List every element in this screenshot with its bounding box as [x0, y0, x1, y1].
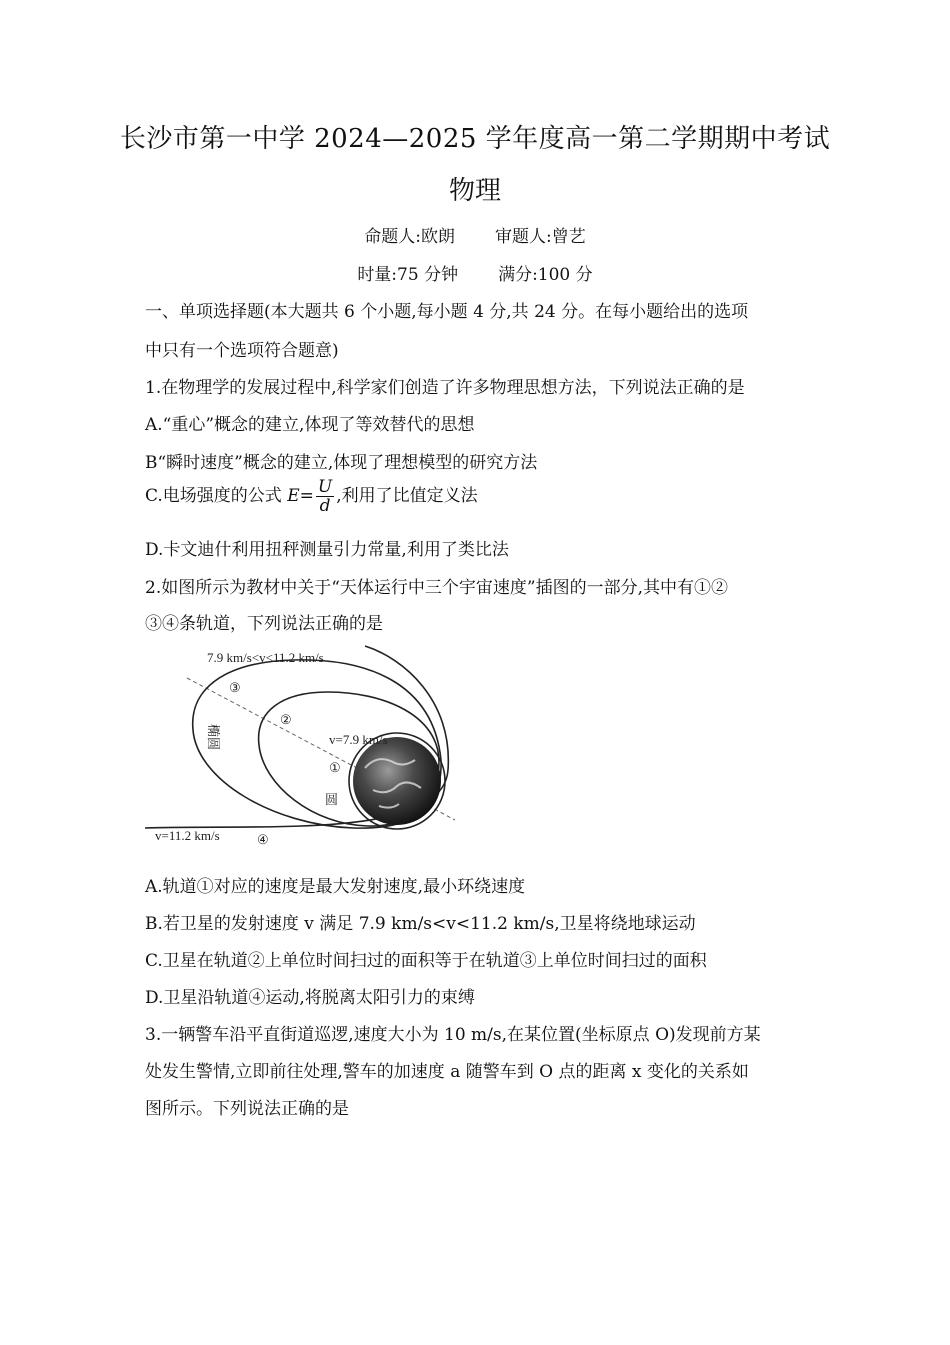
q1-option-c-suffix: ,利用了比值定义法 — [336, 486, 478, 506]
exam-title: 长沙市第一中学 2024—2025 学年度高一第二学期期中考试 — [119, 124, 831, 154]
formula-denominator: d — [319, 496, 331, 516]
formula-lhs: E — [287, 486, 300, 506]
section-heading-line2: 中只有一个选项符合题意) — [145, 341, 339, 361]
q3-stem-line2: 处发生警情,立即前往处理,警车的加速度 a 随警车到 O 点的距离 x 变化的关系如 — [145, 1062, 749, 1082]
q1-stem: 1.在物理学的发展过程中,科学家们创造了许多物理思想方法，下列说法正确的是 — [145, 378, 745, 398]
authors-line — [0, 222, 950, 247]
q2-option-a: A.轨道①对应的速度是最大发射速度,最小环绕速度 — [145, 877, 526, 897]
label-escape-speed: v=11.2 km/s — [155, 828, 220, 843]
q1-option-c — [145, 478, 825, 515]
exam-info-line — [0, 260, 950, 285]
label-orbit-4: ④ — [257, 832, 269, 847]
q1-option-b: B“瞬时速度”概念的建立,体现了理想模型的研究方法 — [145, 453, 538, 473]
duration: 时量:75 分钟 — [357, 265, 459, 285]
label-ellipse: 椭圆 — [206, 724, 221, 751]
cosmic-velocity-figure — [143, 640, 463, 848]
orbit-diagram — [143, 640, 463, 848]
q3-stem-line3: 图所示。下列说法正确的是 — [145, 1099, 349, 1119]
label-orbit-1: ① — [329, 760, 341, 775]
q2-stem-line1: 2.如图所示为教材中关于“天体运行中三个宇宙速度”插图的一部分,其中有①② — [145, 578, 729, 598]
label-orbit-2: ② — [280, 712, 292, 727]
formula-fraction — [316, 478, 334, 515]
q2-option-b: B.若卫星的发射速度 v 满足 7.9 km/s<v<11.2 km/s,卫星将绕地球运动 — [145, 914, 696, 934]
exam-subject: 物理 — [448, 176, 501, 206]
full-score: 满分:100 分 — [498, 265, 593, 285]
label-circle-speed: v=7.9 km/s — [329, 732, 388, 747]
q1-option-a: A.“重心”概念的建立,体现了等效替代的思想 — [145, 415, 475, 435]
q2-option-c: C.卫星在轨道②上单位时间扫过的面积等于在轨道③上单位时间扫过的面积 — [145, 951, 707, 971]
q2-stem-line2: ③④条轨道，下列说法正确的是 — [145, 614, 383, 634]
formula-numerator: U — [317, 477, 333, 497]
q1-option-c-prefix: C.电场强度的公式 — [145, 486, 282, 506]
label-circle: 圆 — [325, 792, 339, 807]
earth — [353, 737, 441, 825]
reviewer: 审题人:曾艺 — [495, 227, 586, 247]
q1-option-d: D.卡文迪什利用扭秤测量引力常量,利用了类比法 — [145, 540, 509, 560]
formula-eq: = — [299, 486, 314, 506]
label-range: 7.9 km/s<v<11.2 km/s — [207, 650, 324, 665]
setter: 命题人:欧朗 — [364, 227, 455, 247]
section-heading-line1: 一、单项选择题(本大题共 6 个小题,每小题 4 分,共 24 分。在每小题给出的选项 — [145, 302, 749, 322]
q3-stem-line1: 3.一辆警车沿平直街道巡逻,速度大小为 10 m/s,在某位置(坐标原点 O)发现前方某 — [145, 1025, 761, 1045]
q2-option-d: D.卫星沿轨道④运动,将脱离太阳引力的束缚 — [145, 988, 475, 1008]
label-orbit-3: ③ — [229, 680, 241, 695]
